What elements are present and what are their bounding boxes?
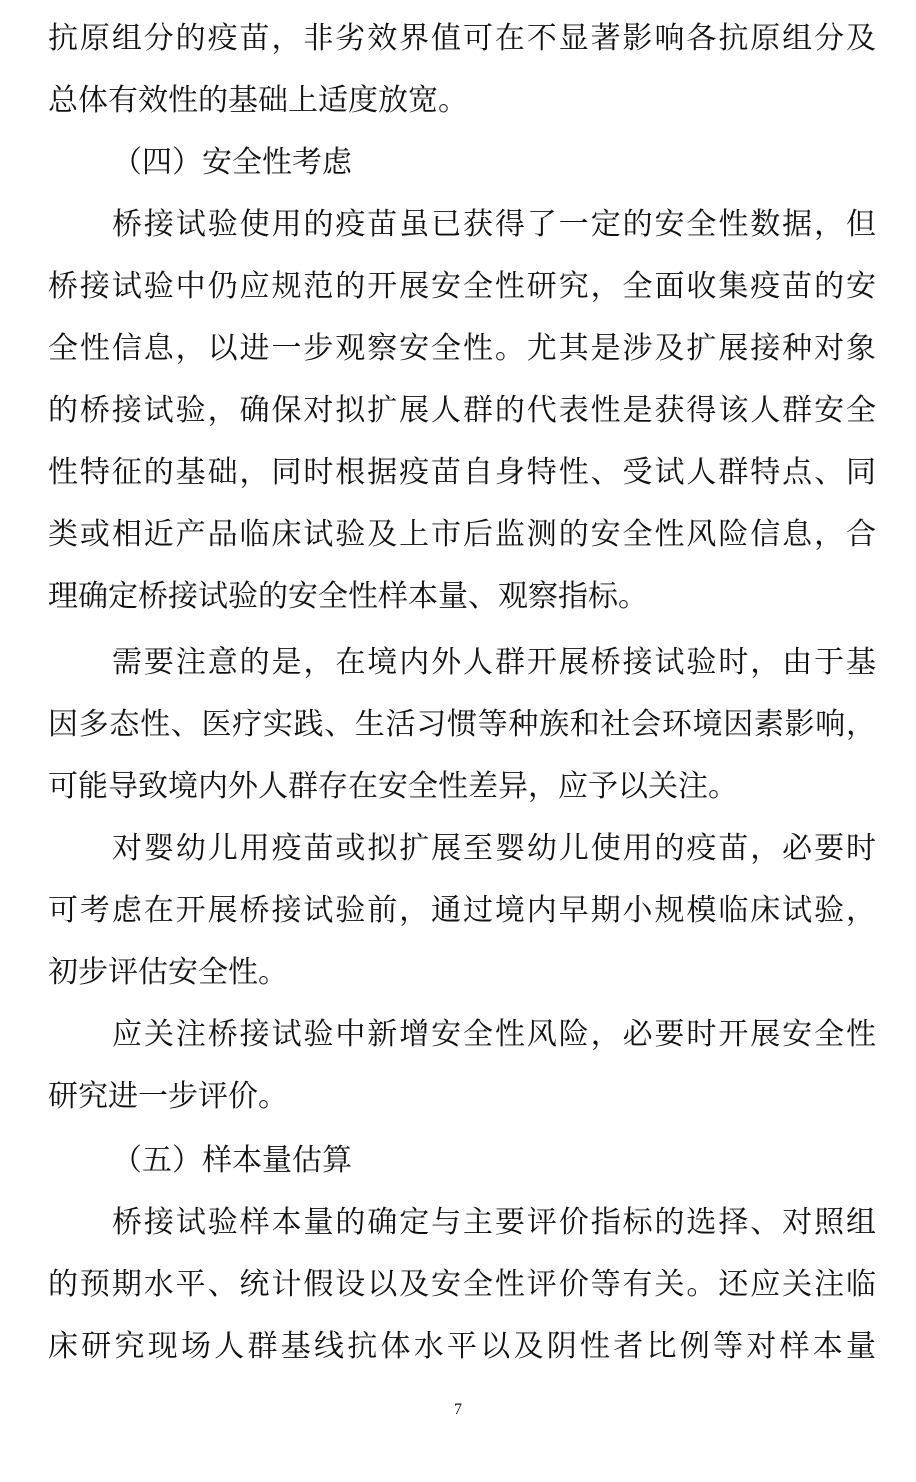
- paragraph-line: 理确定桥接试验的安全性样本量、观察指标。: [48, 579, 648, 614]
- paragraph-line: 抗原组分的疫苗，非劣效界值可在不显著影响各抗原组分及: [48, 21, 876, 56]
- paragraph-line: 床研究现场人群基线抗体水平以及阴性者比例等对样本量: [48, 1329, 876, 1364]
- paragraph-line: 桥接试验样本量的确定与主要评价指标的选择、对照组: [112, 1205, 876, 1240]
- page-number: 7: [454, 1401, 462, 1418]
- paragraph-line: 需要注意的是，在境内外人群开展桥接试验时，由于基: [112, 645, 876, 680]
- paragraph-line: 应关注桥接试验中新增安全性风险，必要时开展安全性: [112, 1017, 876, 1052]
- paragraph-line: 总体有效性的基础上适度放宽。: [48, 83, 468, 118]
- paragraph-line: 初步评估安全性。: [48, 955, 288, 990]
- paragraph-line: 对婴幼儿用疫苗或拟扩展至婴幼儿使用的疫苗，必要时: [112, 831, 876, 866]
- paragraph-line: 类或相近产品临床试验及上市后监测的安全性风险信息，合: [48, 517, 876, 552]
- section-heading-safety: （四）安全性考虑: [112, 145, 352, 180]
- paragraph-line: 的桥接试验，确保对拟扩展人群的代表性是获得该人群安全: [48, 393, 876, 428]
- paragraph-line: 可能导致境内外人群存在安全性差异，应予以关注。: [48, 769, 738, 804]
- paragraph-line: 性特征的基础，同时根据疫苗自身特性、受试人群特点、同: [48, 455, 876, 490]
- paragraph-line: 研究进一步评价。: [48, 1079, 288, 1114]
- paragraph-line: 桥接试验中仍应规范的开展安全性研究，全面收集疫苗的安: [48, 269, 876, 304]
- paragraph-line: 全性信息，以进一步观察安全性。尤其是涉及扩展接种对象: [48, 331, 876, 366]
- section-heading-sample-size: （五）样本量估算: [112, 1143, 352, 1178]
- paragraph-line: 因多态性、医疗实践、生活习惯等种族和社会环境因素影响，: [48, 707, 876, 742]
- paragraph-line: 的预期水平、统计假设以及安全性评价等有关。还应关注临: [48, 1267, 876, 1302]
- paragraph-line: 桥接试验使用的疫苗虽已获得了一定的安全性数据，但: [112, 207, 876, 242]
- paragraph-line: 可考虑在开展桥接试验前，通过境内早期小规模临床试验，: [48, 893, 876, 928]
